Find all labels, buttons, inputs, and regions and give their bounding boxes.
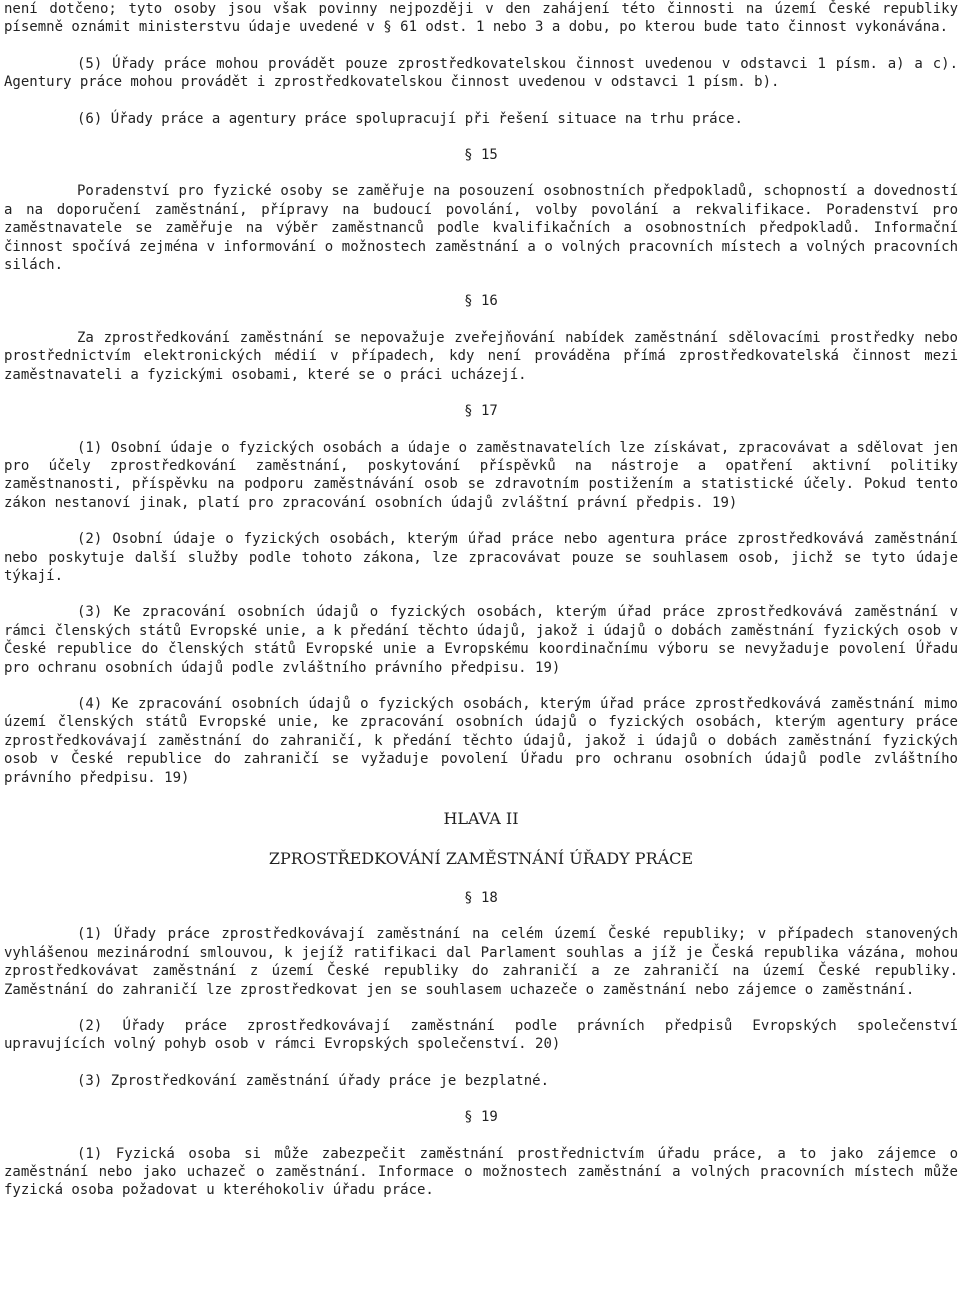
- chapter-heading: HLAVA II: [443, 809, 519, 828]
- section-heading: § 17: [464, 403, 498, 420]
- section-heading: § 18: [464, 890, 498, 906]
- paragraph: není dotčeno; tyto osoby jsou však povinny nejpozději v den zahájení této činnosti na území České republiky písemně oznámit ministerstvu údaje uvedené v § 61 odst. 1 nebo 3 a dobu, po kterou bude tato činnost vykonávána.: [4, 1, 958, 36]
- paragraph: (1) Fyzická osoba si může zabezpečit zaměstnání prostřednictvím úřadu práce, a to jako zájemce o zaměstnání nebo jako uchazeč o zaměstnání. Informace o možnostech zaměstnání a volných pracovních místech může fyzická osoba požadovat u kteréhokoliv úřadu práce.: [4, 1145, 958, 1199]
- paragraph: (4) Ke zpracování osobních údajů o fyzických osobách, kterým úřad práce zprostředkovává zaměstnání mimo území členských států Evropské unie, ke zpracování osobních údajů o fyzických osobách, kterým agentury práce zprostředkovávají zaměstnání do zahraničí, k předání těchto údajů, jakož i údajů o dobách zaměstnání fyzických osob v České republice do zahraničí se vyžaduje povolení Úřadu pro ochranu osobních údajů podle zvláštního právního předpisu. 19): [4, 695, 958, 786]
- paragraph: Za zprostředkování zaměstnání se nepovažuje zveřejňování nabídek zaměstnání sdělovacími prostředky nebo prostřednictvím elektronických médií v případech, kdy není prováděna přímá zprostředkovatelská činnost mezi zaměstnavateli a fyzickými osobami, které se o práci ucházejí.: [4, 329, 958, 383]
- document-page: [4, 0, 958, 1200]
- paragraph: (3) Zprostředkování zaměstnání úřady práce je bezplatné.: [77, 1072, 550, 1089]
- section-heading: § 19: [464, 1109, 498, 1126]
- section-heading: § 15: [464, 147, 498, 164]
- paragraph: (1) Úřady práce zprostředkovávají zaměstnání na celém území České republiky; v případech stanovených vyhlášenou mezinárodní smlouvou, k jejíž ratifikaci dal Parlament souhlas a jíž je Česká republika vázána, mohou zprostředkovávat zaměstnání z území České republiky do zahraničí a ze zahraničí na území České republiky. Zaměstnání do zahraničí lze zprostředkovat jen se souhlasem uchazeče o zaměstnání nebo zájemce o zaměstnání.: [4, 926, 958, 998]
- paragraph: (5) Úřady práce mohou provádět pouze zprostředkovatelskou činnost uvedenou v odstavci 1 písm. a) a c). Agentury práce mohou provádět i zprostředkovatelskou činnost uvedenou v odstavci 1 písm. b).: [4, 55, 958, 91]
- paragraph: (3) Ke zpracování osobních údajů o fyzických osobách, kterým úřad práce zprostředkovává zaměstnání v rámci členských států Evropské unie, a k předání těchto údajů, jakož i údajů o dobách zaměstnání fyzických osob v České republice do členských států Evropské unie a Evropskému koordinačnímu výboru se nevyžaduje povolení Úřadu pro ochranu osobních údajů podle zvláštního právního předpisu. 19): [4, 604, 958, 676]
- paragraph: (1) Osobní údaje o fyzických osobách a údaje o zaměstnavatelích lze získávat, zpracovávat a sdělovat jen pro účely zprostředkování zaměstnání, poskytování příspěvků na nástroje a opatření aktivní politiky zaměstnanosti, příspěvku na podporu zaměstnávání osob se zdravotním postižením a statistické účely. Pokud tento zákon nestanoví jinak, platí pro zpracování osobních údajů zvláštní právní předpis. 19): [4, 439, 958, 511]
- paragraph: (2) Osobní údaje o fyzických osobách, kterým úřad práce nebo agentura práce zprostředkovává zaměstnání nebo poskytuje další služby podle tohoto zákona, lze zpracovávat pouze se souhlasem osob, jichž se tyto údaje týkají.: [4, 531, 958, 584]
- paragraph: (6) Úřady práce a agentury práce spolupracují při řešení situace na trhu práce.: [77, 110, 743, 127]
- chapter-title: ZPROSTŘEDKOVÁNÍ ZAMĚSTNÁNÍ ÚŘADY PRÁCE: [268, 849, 694, 868]
- paragraph: Poradenství pro fyzické osoby se zaměřuje na posouzení osobnostních předpokladů, schopností a dovedností a na doporučení zaměstnání, přípravy na budoucí povolání, volby povolání a rekvalifikace. Poradenství pro zaměstnavatele se zaměřuje na výběr zaměstnanců podle kvalifikačních a osobnostních předpokladů. Informační činnost spočívá zejména v informování o možnostech zaměstnání a o volných pracovních místech a volných pracovních silách.: [4, 183, 958, 274]
- section-heading: § 16: [464, 293, 498, 310]
- paragraph: (2) Úřady práce zprostředkovávají zaměstnání podle právních předpisů Evropských společenství upravujících volný pohyb osob v rámci Evropských společenství. 20): [4, 1018, 958, 1053]
